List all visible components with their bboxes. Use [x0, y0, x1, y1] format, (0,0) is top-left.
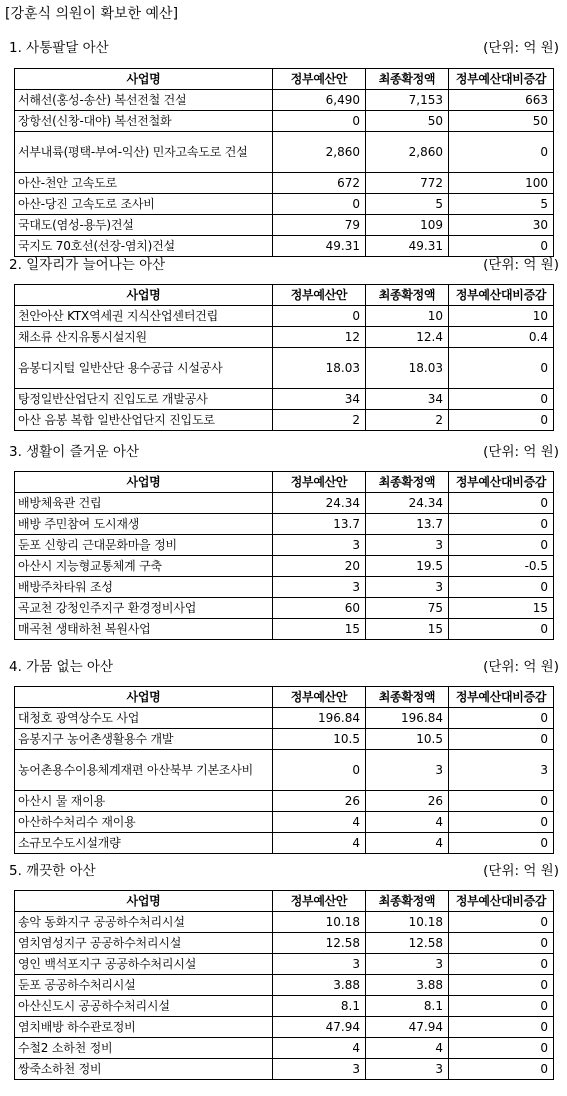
gov-budget-cell: 26 — [273, 791, 366, 812]
project-name-cell: 배방주차타워 조성 — [15, 577, 273, 598]
final-amount-cell: 24.34 — [366, 493, 449, 514]
change-cell: 0 — [449, 577, 554, 598]
change-cell: 0 — [449, 514, 554, 535]
change-cell: 0 — [449, 729, 554, 750]
column-header-change: 정부예산대비증감 — [449, 687, 554, 708]
table-header-row — [15, 285, 554, 306]
project-name-cell: 매곡천 생태하천 복원사업 — [15, 619, 273, 640]
section-title: 3. 생활이 즐거운 아산 — [9, 444, 140, 460]
section-header — [9, 38, 559, 58]
project-name-cell: 음봉지구 농어촌생활용수 개발 — [15, 729, 273, 750]
final-amount-cell: 2 — [366, 410, 449, 431]
column-header-project: 사업명 — [15, 472, 273, 493]
column-header-change: 정부예산대비증감 — [449, 472, 554, 493]
table-header-row — [15, 472, 554, 493]
final-amount-cell: 196.84 — [366, 708, 449, 729]
section-title: 1. 사통팔달 아산 — [9, 40, 109, 56]
table-row — [15, 833, 554, 854]
change-cell: 0 — [449, 1059, 554, 1080]
final-amount-cell: 7,153 — [366, 90, 449, 111]
final-amount-cell: 10.18 — [366, 912, 449, 933]
change-cell: 15 — [449, 598, 554, 619]
table-row — [15, 215, 554, 236]
column-header-final-amount: 최종확정액 — [366, 687, 449, 708]
change-cell: 0 — [449, 912, 554, 933]
gov-budget-cell: 3 — [273, 1059, 366, 1080]
final-amount-cell: 13.7 — [366, 514, 449, 535]
change-cell: 0 — [449, 132, 554, 173]
section-title: 4. 가뭄 없는 아산 — [9, 659, 113, 675]
table-row — [15, 750, 554, 791]
gov-budget-cell: 49.31 — [273, 236, 366, 257]
project-name-cell: 둔포 공공하수처리시설 — [15, 975, 273, 996]
table-row — [15, 933, 554, 954]
gov-budget-cell: 0 — [273, 750, 366, 791]
table-row — [15, 1038, 554, 1059]
budget-table — [14, 471, 554, 640]
change-cell: 0 — [449, 1017, 554, 1038]
project-name-cell: 영인 백석포지구 공공하수처리시설 — [15, 954, 273, 975]
final-amount-cell: 15 — [366, 619, 449, 640]
gov-budget-cell: 3 — [273, 577, 366, 598]
project-name-cell: 장항선(신창-대야) 복선전철화 — [15, 111, 273, 132]
final-amount-cell: 10 — [366, 306, 449, 327]
table-row — [15, 996, 554, 1017]
table-row — [15, 111, 554, 132]
change-cell: 5 — [449, 194, 554, 215]
project-name-cell: 곡교천 강청인주지구 환경정비사업 — [15, 598, 273, 619]
project-name-cell: 배방체육관 건립 — [15, 493, 273, 514]
gov-budget-cell: 672 — [273, 173, 366, 194]
table-row — [15, 194, 554, 215]
final-amount-cell: 50 — [366, 111, 449, 132]
column-header-final-amount: 최종확정액 — [366, 69, 449, 90]
final-amount-cell: 3 — [366, 954, 449, 975]
change-cell: 0 — [449, 389, 554, 410]
final-amount-cell: 4 — [366, 1038, 449, 1059]
final-amount-cell: 3 — [366, 535, 449, 556]
final-amount-cell: 4 — [366, 812, 449, 833]
project-name-cell: 아산신도시 공공하수처리시설 — [15, 996, 273, 1017]
final-amount-cell: 3 — [366, 750, 449, 791]
change-cell: 0 — [449, 1038, 554, 1059]
gov-budget-cell: 15 — [273, 619, 366, 640]
final-amount-cell: 5 — [366, 194, 449, 215]
project-name-cell: 아산하수처리수 재이용 — [15, 812, 273, 833]
final-amount-cell: 49.31 — [366, 236, 449, 257]
gov-budget-cell: 60 — [273, 598, 366, 619]
final-amount-cell: 4 — [366, 833, 449, 854]
section-title: 5. 깨끗한 아산 — [9, 863, 96, 879]
final-amount-cell: 3.88 — [366, 975, 449, 996]
gov-budget-cell: 3.88 — [273, 975, 366, 996]
table-row — [15, 975, 554, 996]
project-name-cell: 탕정일반산업단지 진입도로 개발공사 — [15, 389, 273, 410]
change-cell: 0 — [449, 708, 554, 729]
final-amount-cell: 109 — [366, 215, 449, 236]
table-header-row — [15, 69, 554, 90]
gov-budget-cell: 10.5 — [273, 729, 366, 750]
final-amount-cell: 772 — [366, 173, 449, 194]
change-cell: 0 — [449, 954, 554, 975]
budget-table — [14, 890, 554, 1080]
table-row — [15, 132, 554, 173]
unit-label: (단위: 억 원) — [483, 863, 559, 879]
project-name-cell: 국지도 70호선(선장-염치)건설 — [15, 236, 273, 257]
change-cell: 3 — [449, 750, 554, 791]
project-name-cell: 아산-당진 고속도로 조사비 — [15, 194, 273, 215]
project-name-cell: 송악 동화지구 공공하수처리시설 — [15, 912, 273, 933]
budget-table — [14, 284, 554, 431]
final-amount-cell: 75 — [366, 598, 449, 619]
change-cell: 0 — [449, 812, 554, 833]
table-row — [15, 577, 554, 598]
project-name-cell: 채소류 산지유통시설지원 — [15, 327, 273, 348]
gov-budget-cell: 0 — [273, 111, 366, 132]
table-row — [15, 514, 554, 535]
gov-budget-cell: 0 — [273, 194, 366, 215]
change-cell: 50 — [449, 111, 554, 132]
table-row — [15, 1017, 554, 1038]
gov-budget-cell: 4 — [273, 833, 366, 854]
unit-label: (단위: 억 원) — [483, 444, 559, 460]
project-name-cell: 소규모수도시설개량 — [15, 833, 273, 854]
project-name-cell: 천안아산 KTX역세권 지식산업센터건립 — [15, 306, 273, 327]
unit-label: (단위: 억 원) — [483, 257, 559, 273]
column-header-change: 정부예산대비증감 — [449, 891, 554, 912]
gov-budget-cell: 2,860 — [273, 132, 366, 173]
table-row — [15, 729, 554, 750]
project-name-cell: 대청호 광역상수도 사업 — [15, 708, 273, 729]
final-amount-cell: 3 — [366, 577, 449, 598]
final-amount-cell: 26 — [366, 791, 449, 812]
section-header — [9, 861, 559, 881]
project-name-cell: 아산시 물 재이용 — [15, 791, 273, 812]
table-row — [15, 410, 554, 431]
section-title: 2. 일자리가 늘어나는 아산 — [9, 257, 166, 273]
table-row — [15, 556, 554, 577]
table-row — [15, 493, 554, 514]
table-row — [15, 236, 554, 257]
gov-budget-cell: 2 — [273, 410, 366, 431]
project-name-cell: 쌍죽소하천 정비 — [15, 1059, 273, 1080]
final-amount-cell: 18.03 — [366, 348, 449, 389]
gov-budget-cell: 13.7 — [273, 514, 366, 535]
budget-table — [14, 68, 554, 257]
final-amount-cell: 8.1 — [366, 996, 449, 1017]
final-amount-cell: 12.58 — [366, 933, 449, 954]
gov-budget-cell: 34 — [273, 389, 366, 410]
table-row — [15, 912, 554, 933]
project-name-cell: 둔포 신항리 근대문화마을 정비 — [15, 535, 273, 556]
gov-budget-cell: 12 — [273, 327, 366, 348]
final-amount-cell: 34 — [366, 389, 449, 410]
gov-budget-cell: 4 — [273, 1038, 366, 1059]
column-header-gov-budget: 정부예산안 — [273, 69, 366, 90]
gov-budget-cell: 196.84 — [273, 708, 366, 729]
gov-budget-cell: 3 — [273, 954, 366, 975]
change-cell: 100 — [449, 173, 554, 194]
table-row — [15, 389, 554, 410]
project-name-cell: 음봉디지털 일반산단 용수공급 시설공사 — [15, 348, 273, 389]
change-cell: 0.4 — [449, 327, 554, 348]
gov-budget-cell: 4 — [273, 812, 366, 833]
table-row — [15, 812, 554, 833]
table-row — [15, 1059, 554, 1080]
final-amount-cell: 2,860 — [366, 132, 449, 173]
table-row — [15, 619, 554, 640]
budget-table — [14, 686, 554, 854]
project-name-cell: 아산시 지능형교통체계 구축 — [15, 556, 273, 577]
project-name-cell: 수철2 소하천 정비 — [15, 1038, 273, 1059]
column-header-final-amount: 최종확정액 — [366, 285, 449, 306]
gov-budget-cell: 6,490 — [273, 90, 366, 111]
project-name-cell: 아산-천안 고속도로 — [15, 173, 273, 194]
table-row — [15, 535, 554, 556]
column-header-gov-budget: 정부예산안 — [273, 472, 366, 493]
change-cell: 0 — [449, 833, 554, 854]
gov-budget-cell: 0 — [273, 306, 366, 327]
table-row — [15, 791, 554, 812]
change-cell: 0 — [449, 535, 554, 556]
column-header-final-amount: 최종확정액 — [366, 472, 449, 493]
table-row — [15, 954, 554, 975]
gov-budget-cell: 79 — [273, 215, 366, 236]
column-header-project: 사업명 — [15, 687, 273, 708]
change-cell: 0 — [449, 410, 554, 431]
change-cell: 0 — [449, 791, 554, 812]
table-row — [15, 90, 554, 111]
gov-budget-cell: 20 — [273, 556, 366, 577]
change-cell: 0 — [449, 619, 554, 640]
project-name-cell: 서해선(홍성-송산) 복선전철 건설 — [15, 90, 273, 111]
gov-budget-cell: 3 — [273, 535, 366, 556]
table-row — [15, 173, 554, 194]
project-name-cell: 서부내륙(평택-부여-익산) 민자고속도로 건설 — [15, 132, 273, 173]
project-name-cell: 염치염성지구 공공하수처리시설 — [15, 933, 273, 954]
unit-label: (단위: 억 원) — [483, 40, 559, 56]
column-header-change: 정부예산대비증감 — [449, 285, 554, 306]
gov-budget-cell: 12.58 — [273, 933, 366, 954]
final-amount-cell: 10.5 — [366, 729, 449, 750]
change-cell: 0 — [449, 996, 554, 1017]
final-amount-cell: 47.94 — [366, 1017, 449, 1038]
final-amount-cell: 19.5 — [366, 556, 449, 577]
column-header-project: 사업명 — [15, 285, 273, 306]
column-header-change: 정부예산대비증감 — [449, 69, 554, 90]
gov-budget-cell: 18.03 — [273, 348, 366, 389]
project-name-cell: 농어촌용수이용체계재편 아산북부 기본조사비 — [15, 750, 273, 791]
change-cell: -0.5 — [449, 556, 554, 577]
section-header — [9, 255, 559, 275]
change-cell: 10 — [449, 306, 554, 327]
table-row — [15, 306, 554, 327]
project-name-cell: 아산 음봉 복합 일반산업단지 진입도로 — [15, 410, 273, 431]
section-header — [9, 657, 559, 677]
table-header-row — [15, 891, 554, 912]
column-header-final-amount: 최종확정액 — [366, 891, 449, 912]
column-header-project: 사업명 — [15, 891, 273, 912]
project-name-cell: 염치배방 하수관로정비 — [15, 1017, 273, 1038]
gov-budget-cell: 24.34 — [273, 493, 366, 514]
change-cell: 663 — [449, 90, 554, 111]
change-cell: 0 — [449, 348, 554, 389]
gov-budget-cell: 8.1 — [273, 996, 366, 1017]
project-name-cell: 배방 주민참여 도시재생 — [15, 514, 273, 535]
column-header-gov-budget: 정부예산안 — [273, 891, 366, 912]
gov-budget-cell: 10.18 — [273, 912, 366, 933]
document-title: [강훈식 의원이 확보한 예산] — [5, 6, 179, 22]
change-cell: 30 — [449, 215, 554, 236]
change-cell: 0 — [449, 933, 554, 954]
change-cell: 0 — [449, 975, 554, 996]
table-header-row — [15, 687, 554, 708]
gov-budget-cell: 47.94 — [273, 1017, 366, 1038]
table-row — [15, 348, 554, 389]
project-name-cell: 국대도(염성-용두)건설 — [15, 215, 273, 236]
unit-label: (단위: 억 원) — [483, 659, 559, 675]
table-row — [15, 708, 554, 729]
section-header — [9, 442, 559, 462]
table-row — [15, 327, 554, 348]
final-amount-cell: 3 — [366, 1059, 449, 1080]
change-cell: 0 — [449, 493, 554, 514]
column-header-project: 사업명 — [15, 69, 273, 90]
final-amount-cell: 12.4 — [366, 327, 449, 348]
change-cell: 0 — [449, 236, 554, 257]
table-row — [15, 598, 554, 619]
column-header-gov-budget: 정부예산안 — [273, 285, 366, 306]
column-header-gov-budget: 정부예산안 — [273, 687, 366, 708]
